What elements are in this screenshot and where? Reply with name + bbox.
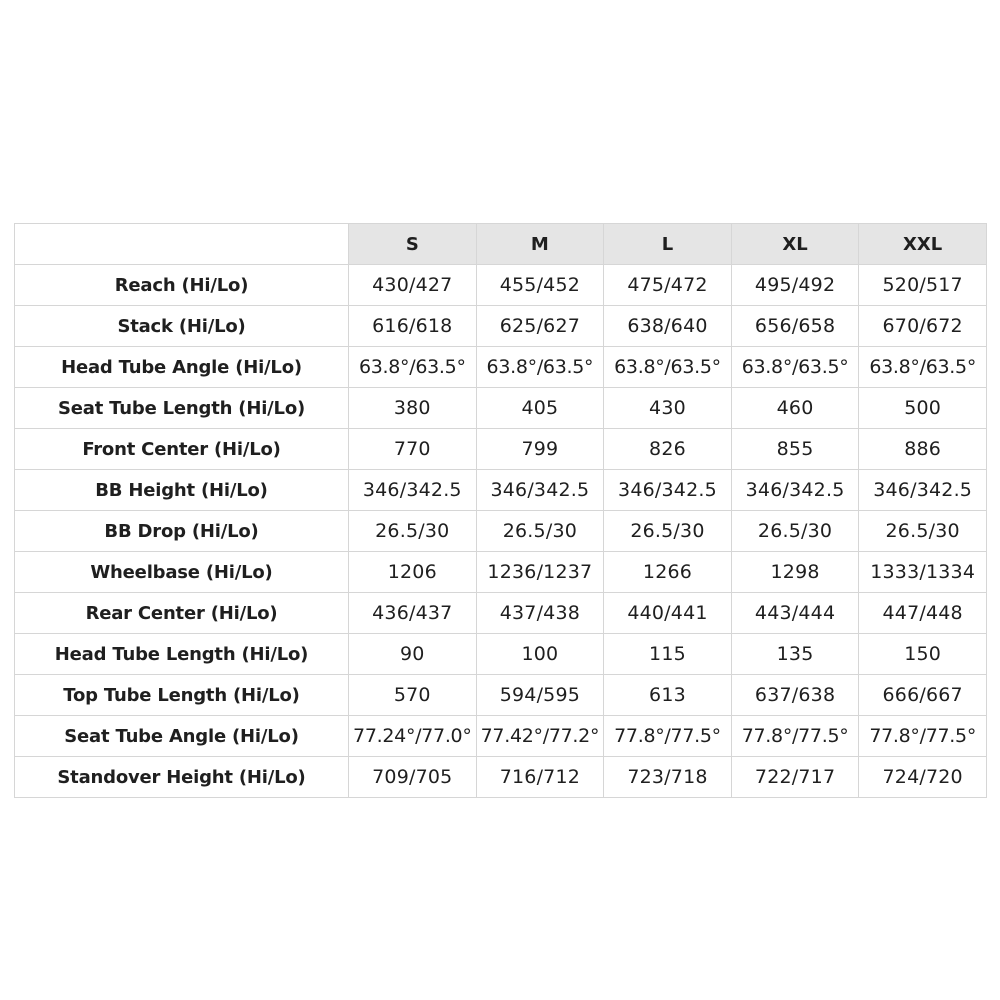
value-cell: 346/342.5 xyxy=(476,470,604,511)
value-cell: 430/427 xyxy=(349,265,477,306)
value-cell: 1206 xyxy=(349,552,477,593)
value-cell: 63.8°/63.5° xyxy=(859,347,987,388)
value-cell: 77.42°/77.2° xyxy=(476,716,604,757)
value-cell: 1298 xyxy=(731,552,859,593)
value-cell: 666/667 xyxy=(859,675,987,716)
value-cell: 380 xyxy=(349,388,477,429)
table-row xyxy=(15,511,987,552)
value-cell: 346/342.5 xyxy=(859,470,987,511)
value-cell: 443/444 xyxy=(731,593,859,634)
table-body xyxy=(15,265,987,798)
value-cell: 475/472 xyxy=(604,265,732,306)
row-label: Wheelbase (Hi/Lo) xyxy=(15,552,349,593)
value-cell: 115 xyxy=(604,634,732,675)
table-row xyxy=(15,388,987,429)
value-cell: 826 xyxy=(604,429,732,470)
value-cell: 656/658 xyxy=(731,306,859,347)
value-cell: 886 xyxy=(859,429,987,470)
value-cell: 638/640 xyxy=(604,306,732,347)
row-label: Stack (Hi/Lo) xyxy=(15,306,349,347)
value-cell: 770 xyxy=(349,429,477,470)
value-cell: 716/712 xyxy=(476,757,604,798)
row-label: Standover Height (Hi/Lo) xyxy=(15,757,349,798)
value-cell: 616/618 xyxy=(349,306,477,347)
value-cell: 26.5/30 xyxy=(859,511,987,552)
row-label: Reach (Hi/Lo) xyxy=(15,265,349,306)
row-label: Seat Tube Angle (Hi/Lo) xyxy=(15,716,349,757)
corner-cell xyxy=(15,224,349,265)
value-cell: 440/441 xyxy=(604,593,732,634)
value-cell: 77.24°/77.0° xyxy=(349,716,477,757)
table-row xyxy=(15,306,987,347)
size-header-l: L xyxy=(604,224,732,265)
value-cell: 500 xyxy=(859,388,987,429)
row-label: Head Tube Angle (Hi/Lo) xyxy=(15,347,349,388)
value-cell: 100 xyxy=(476,634,604,675)
size-header-row xyxy=(15,224,987,265)
value-cell: 77.8°/77.5° xyxy=(859,716,987,757)
table-row xyxy=(15,757,987,798)
row-label: Front Center (Hi/Lo) xyxy=(15,429,349,470)
row-label: Head Tube Length (Hi/Lo) xyxy=(15,634,349,675)
value-cell: 495/492 xyxy=(731,265,859,306)
value-cell: 405 xyxy=(476,388,604,429)
value-cell: 455/452 xyxy=(476,265,604,306)
value-cell: 1333/1334 xyxy=(859,552,987,593)
value-cell: 1236/1237 xyxy=(476,552,604,593)
row-label: Rear Center (Hi/Lo) xyxy=(15,593,349,634)
value-cell: 77.8°/77.5° xyxy=(731,716,859,757)
value-cell: 625/627 xyxy=(476,306,604,347)
value-cell: 723/718 xyxy=(604,757,732,798)
table-row xyxy=(15,634,987,675)
row-label: Top Tube Length (Hi/Lo) xyxy=(15,675,349,716)
value-cell: 520/517 xyxy=(859,265,987,306)
value-cell: 26.5/30 xyxy=(476,511,604,552)
value-cell: 570 xyxy=(349,675,477,716)
value-cell: 63.8°/63.5° xyxy=(731,347,859,388)
value-cell: 26.5/30 xyxy=(349,511,477,552)
size-header-s: S xyxy=(349,224,477,265)
value-cell: 447/448 xyxy=(859,593,987,634)
value-cell: 430 xyxy=(604,388,732,429)
table-row xyxy=(15,347,987,388)
value-cell: 90 xyxy=(349,634,477,675)
value-cell: 437/438 xyxy=(476,593,604,634)
table-row xyxy=(15,470,987,511)
value-cell: 460 xyxy=(731,388,859,429)
value-cell: 1266 xyxy=(604,552,732,593)
value-cell: 637/638 xyxy=(731,675,859,716)
size-header-m: M xyxy=(476,224,604,265)
value-cell: 724/720 xyxy=(859,757,987,798)
size-header-xxl: XXL xyxy=(859,224,987,265)
geometry-table xyxy=(14,223,987,798)
row-label: BB Drop (Hi/Lo) xyxy=(15,511,349,552)
value-cell: 63.8°/63.5° xyxy=(349,347,477,388)
value-cell: 150 xyxy=(859,634,987,675)
table-row xyxy=(15,675,987,716)
value-cell: 63.8°/63.5° xyxy=(604,347,732,388)
value-cell: 722/717 xyxy=(731,757,859,798)
size-header-xl: XL xyxy=(731,224,859,265)
value-cell: 594/595 xyxy=(476,675,604,716)
row-label: Seat Tube Length (Hi/Lo) xyxy=(15,388,349,429)
value-cell: 346/342.5 xyxy=(349,470,477,511)
value-cell: 855 xyxy=(731,429,859,470)
value-cell: 709/705 xyxy=(349,757,477,798)
value-cell: 346/342.5 xyxy=(731,470,859,511)
value-cell: 26.5/30 xyxy=(731,511,859,552)
value-cell: 613 xyxy=(604,675,732,716)
value-cell: 77.8°/77.5° xyxy=(604,716,732,757)
table-row xyxy=(15,716,987,757)
table-row xyxy=(15,593,987,634)
table-row xyxy=(15,429,987,470)
value-cell: 436/437 xyxy=(349,593,477,634)
value-cell: 26.5/30 xyxy=(604,511,732,552)
table-row xyxy=(15,265,987,306)
value-cell: 63.8°/63.5° xyxy=(476,347,604,388)
table-row xyxy=(15,552,987,593)
value-cell: 799 xyxy=(476,429,604,470)
value-cell: 670/672 xyxy=(859,306,987,347)
value-cell: 135 xyxy=(731,634,859,675)
value-cell: 346/342.5 xyxy=(604,470,732,511)
row-label: BB Height (Hi/Lo) xyxy=(15,470,349,511)
